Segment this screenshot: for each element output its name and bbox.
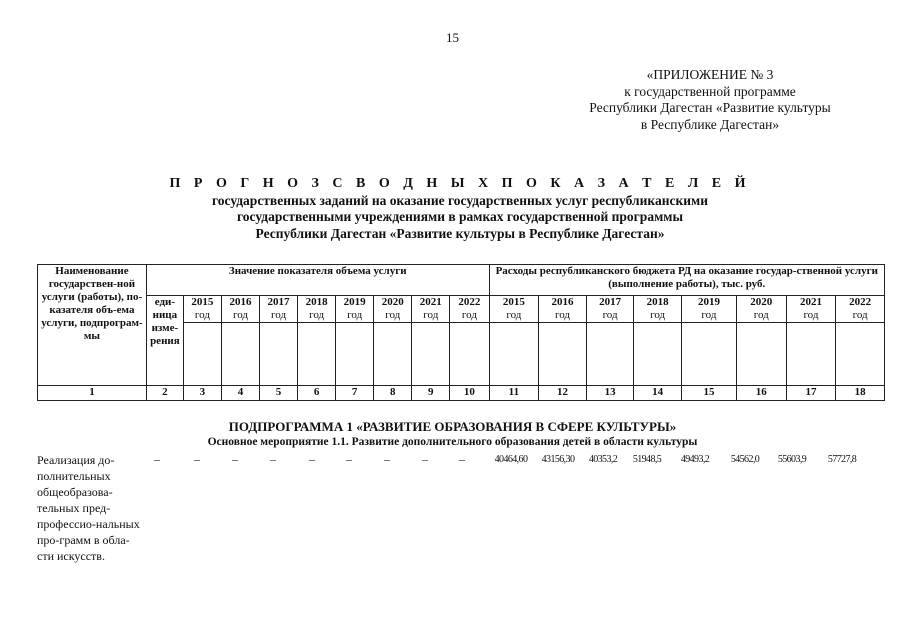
column-number: 6: [298, 386, 336, 401]
header-year: 2018 год: [634, 296, 682, 323]
appendix-block: [540, 67, 880, 133]
header-year: 2022 год: [450, 296, 489, 323]
header-year-cell: [539, 323, 587, 386]
forecast-table: [37, 264, 885, 401]
title-line: государственных заданий на оказание государственных услуг республиканскими: [211, 192, 709, 208]
header-expenses-group: Расходы республиканского бюджета РД на оказание государ-ственной услуги (выполнение работы), тыс. руб.: [489, 265, 884, 296]
dash-cell: –: [270, 452, 276, 466]
dash-cell: –: [422, 452, 428, 466]
column-number: 8: [374, 386, 412, 401]
column-number: 3: [183, 386, 221, 401]
header-year-cell: [786, 323, 836, 386]
column-number: 10: [450, 386, 489, 401]
subprogram-title: ПОДПРОГРАММА 1 «РАЗВИТИЕ ОБРАЗОВАНИЯ В СФЕРЕ КУЛЬТУРЫ»: [228, 419, 677, 434]
expense-value: 43156,30: [541, 454, 575, 465]
header-year-cell: [183, 323, 221, 386]
header-year: 2016 год: [539, 296, 587, 323]
header-year-cell: [336, 323, 374, 386]
header-year: 2016 год: [221, 296, 259, 323]
column-number: 12: [539, 386, 587, 401]
title-heading: П Р О Г Н О З С В О Д Н Ы Х П О К А З А Т Е Л Е Й: [169, 176, 751, 191]
appendix-line: к государственной программе: [624, 83, 796, 99]
column-number: 9: [412, 386, 450, 401]
dash-cell: –: [154, 452, 160, 466]
column-number: 11: [489, 386, 539, 401]
header-year: 2021 год: [412, 296, 450, 323]
header-year-cell: [836, 323, 885, 386]
header-year-cell: [374, 323, 412, 386]
dash-cell: –: [232, 452, 238, 466]
appendix-line: Республики Дагестан «Развитие культуры: [589, 100, 831, 115]
page-number: 15: [446, 30, 459, 45]
dash-cell: –: [309, 452, 315, 466]
header-year: 2018 год: [298, 296, 336, 323]
header-year-cell: [412, 323, 450, 386]
dash-cell: –: [194, 452, 200, 466]
header-service-name: Наименование государствен-ной услуги (работы), по-казателя объ-ема услуги, подпрограм-мы: [38, 265, 147, 386]
expense-value: 51948,5: [632, 454, 662, 465]
column-number: 5: [260, 386, 298, 401]
header-year: 2015 год: [183, 296, 221, 323]
header-year: 2020 год: [736, 296, 786, 323]
header-year-cell: [634, 323, 682, 386]
expense-value: 57727,8: [827, 454, 857, 465]
header-year-cell: [450, 323, 489, 386]
column-number: 14: [634, 386, 682, 401]
column-number: 18: [836, 386, 885, 401]
service-name: Реализация до-полнительных общеобразова-тельных пред-профессио-нальных про-грамм в обла-сти искусств.: [37, 453, 140, 563]
event-title: Основное мероприятие 1.1. Развитие дополнительного образования детей в области культуры: [207, 436, 698, 448]
header-year: 2015 год: [489, 296, 539, 323]
header-year: 2022 год: [836, 296, 885, 323]
document-title: [90, 176, 830, 242]
header-volume-group: Значение показателя объема услуги: [146, 265, 489, 296]
column-number: 16: [736, 386, 786, 401]
column-number: 2: [146, 386, 183, 401]
header-year-cell: [736, 323, 786, 386]
header-year-cell: [260, 323, 298, 386]
header-year: 2017 год: [586, 296, 634, 323]
header-year-cell: [586, 323, 634, 386]
header-year: 2019 год: [336, 296, 374, 323]
column-number: 7: [336, 386, 374, 401]
column-number: 13: [586, 386, 634, 401]
column-number: 15: [681, 386, 736, 401]
column-number: 4: [221, 386, 259, 401]
dash-cell: –: [459, 452, 465, 466]
title-line: государственными учреждениями в рамках государственной программы: [236, 209, 683, 224]
appendix-line: «ПРИЛОЖЕНИЕ № 3: [646, 67, 774, 82]
header-year: 2020 год: [374, 296, 412, 323]
header-year: 2021 год: [786, 296, 836, 323]
header-year-cell: [221, 323, 259, 386]
dash-cell: –: [384, 452, 390, 466]
expense-value: 40464,60: [494, 454, 528, 465]
expense-value: 40353,2: [588, 454, 618, 465]
header-year-cell: [681, 323, 736, 386]
expense-value: 54562,0: [730, 454, 760, 465]
column-number: 17: [786, 386, 836, 401]
header-year: 2017 год: [260, 296, 298, 323]
header-year-cell: [489, 323, 539, 386]
expense-value: 55603,9: [777, 454, 807, 465]
appendix-line: в Республике Дагестан»: [640, 116, 780, 132]
header-year-cell: [298, 323, 336, 386]
title-line: Республики Дагестан «Развитие культуры в Республике Дагестан»: [255, 225, 665, 241]
header-year: 2019 год: [681, 296, 736, 323]
column-number: 1: [38, 386, 147, 401]
dash-cell: –: [346, 452, 352, 466]
header-unit: еди-ница изме-рения: [146, 296, 183, 386]
expense-value: 49493,2: [680, 454, 710, 465]
